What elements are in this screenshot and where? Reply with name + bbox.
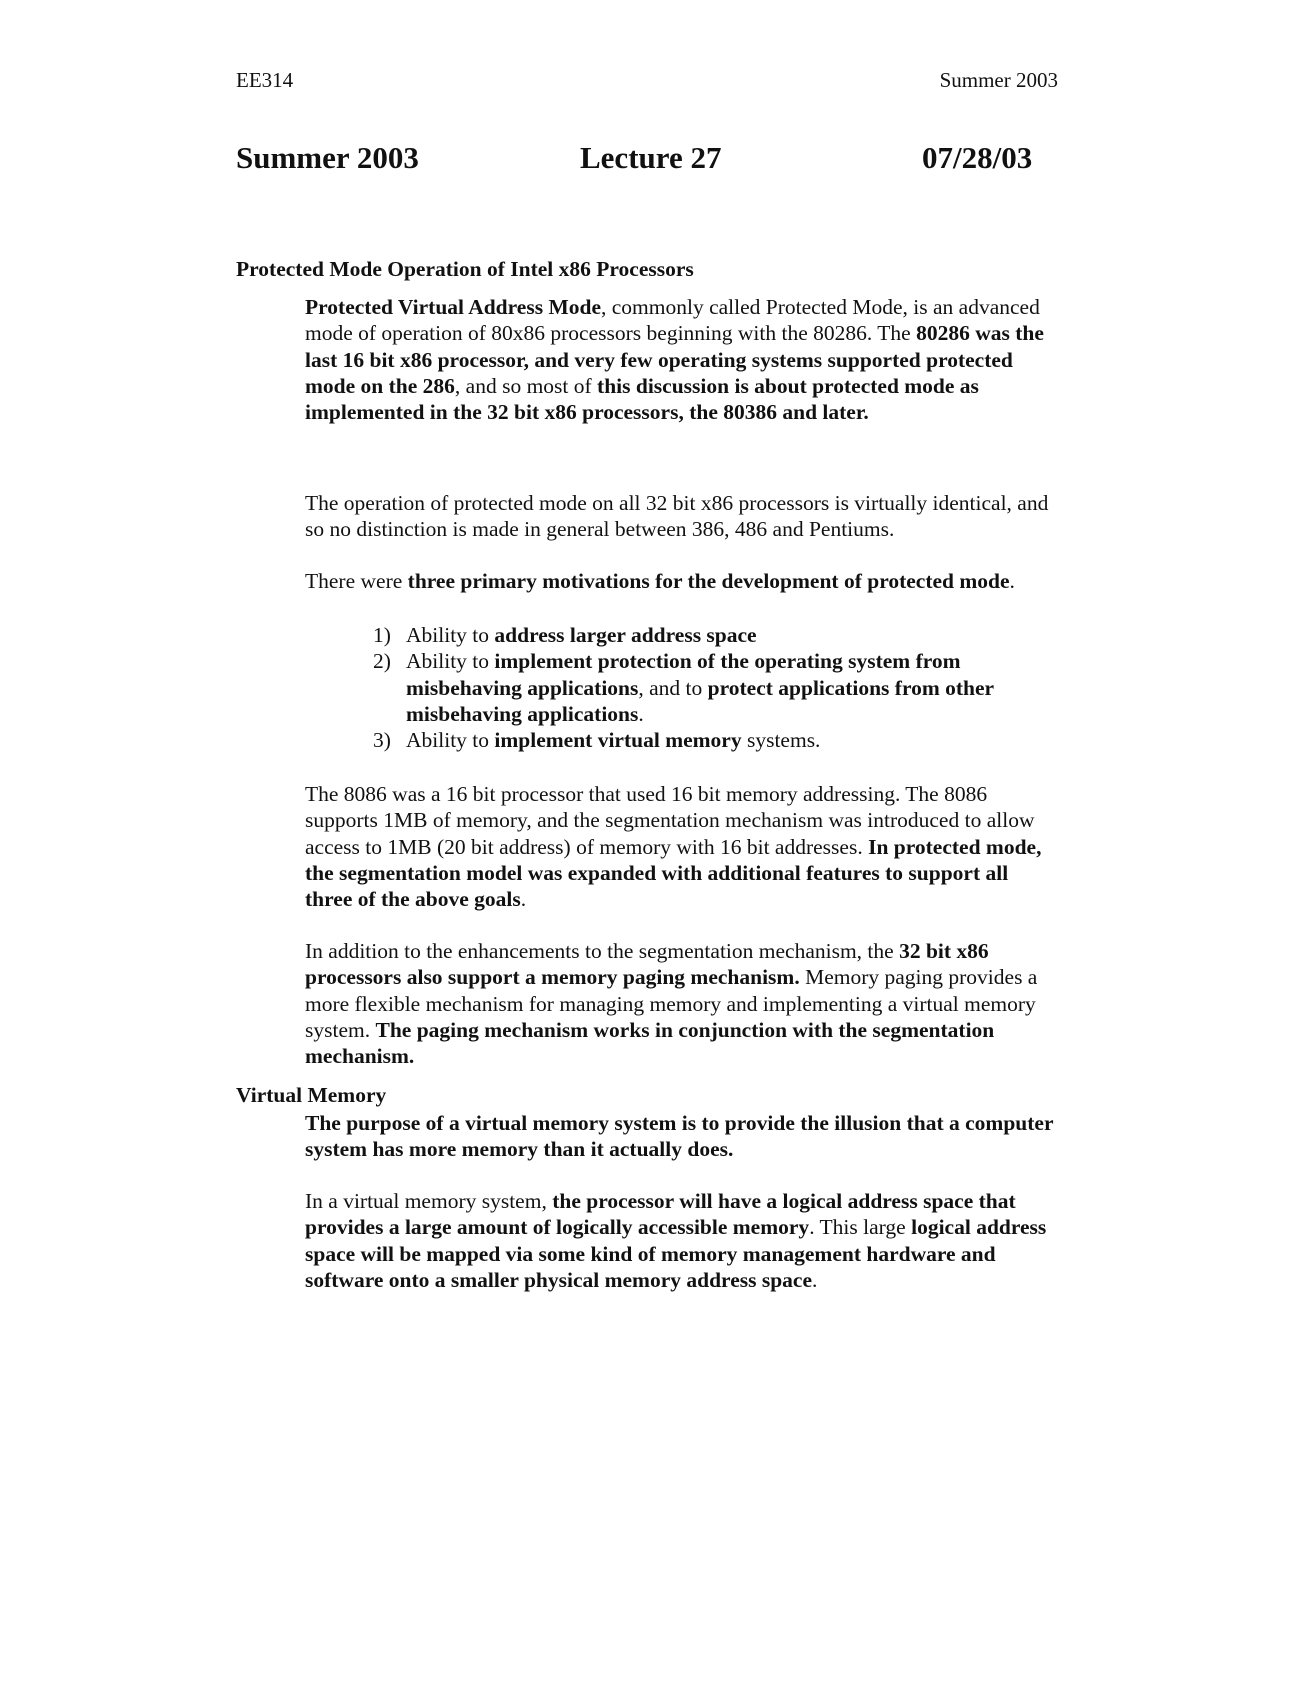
paragraph-8086-segmentation: The 8086 was a 16 bit processor that used 16 bit memory addressing. The 8086 supports 1MB of memory, and the segmentation mechanism was introduced to allow access to 1MB (20 bit address) of memory with 16 bit addresses. In protected mode, the segmentation model was expanded with additional features to support all three of the above goals.: [305, 782, 1042, 912]
title-lecture: Lecture 27: [580, 140, 722, 175]
paragraph-protected-mode-intro: Protected Virtual Address Mode, commonly called Protected Mode, is an advanced mode of operation of 80x86 processors beginning with the 80286. The 80286 was the last 16 bit x86 processor, and very few operating systems supported protected mode on the 286, and so most of this discussion is about protected mode as implemented in the 32 bit x86 processors, the 80386 and later.: [305, 295, 1044, 425]
list-item: 3) Ability to implement virtual memory systems.: [373, 728, 821, 753]
section-heading-protected-mode: Protected Mode Operation of Intel x86 Processors: [236, 257, 694, 281]
section-heading-virtual-memory: Virtual Memory: [236, 1083, 387, 1107]
paragraph-memory-paging: In addition to the enhancements to the segmentation mechanism, the 32 bit x86 processors also support a memory paging mechanism. Memory paging provides a more flexible mechanism for managing memory and implementing a virtual memory system. The paging mechanism works in conjunction with the segmentation mechanism.: [305, 939, 1038, 1069]
paragraph-motivations: There were three primary motivations for the development of protected mode.: [305, 569, 1015, 593]
list-item: 2) Ability to implement protection of the operating system from misbehaving applications, and to protect applications from other misbehaving applications.: [373, 649, 994, 726]
motivations-list: [373, 622, 1053, 753]
title-row: [236, 140, 1058, 180]
title-term: Summer 2003: [236, 140, 419, 175]
course-code: EE314: [236, 68, 294, 92]
running-header: [236, 68, 1058, 98]
header-term: Summer 2003: [939, 68, 1058, 92]
paragraph-logical-address-space: In a virtual memory system, the processor will have a logical address space that provides a large amount of logically accessible memory. This large logical address space will be mapped via some kind of memory management hardware and software onto a smaller physical memory address space.: [305, 1189, 1047, 1292]
title-date: 07/28/03: [922, 140, 1033, 175]
paragraph-32bit-identical: The operation of protected mode on all 32 bit x86 processors is virtually identical, and so no distinction is made in general between 386, 486 and Pentiums.: [305, 491, 1049, 542]
list-item: 1) Ability to address larger address space: [373, 623, 757, 647]
paragraph-virtual-memory-purpose: The purpose of a virtual memory system is to provide the illusion that a computer system has more memory than it actually does.: [305, 1111, 1054, 1162]
